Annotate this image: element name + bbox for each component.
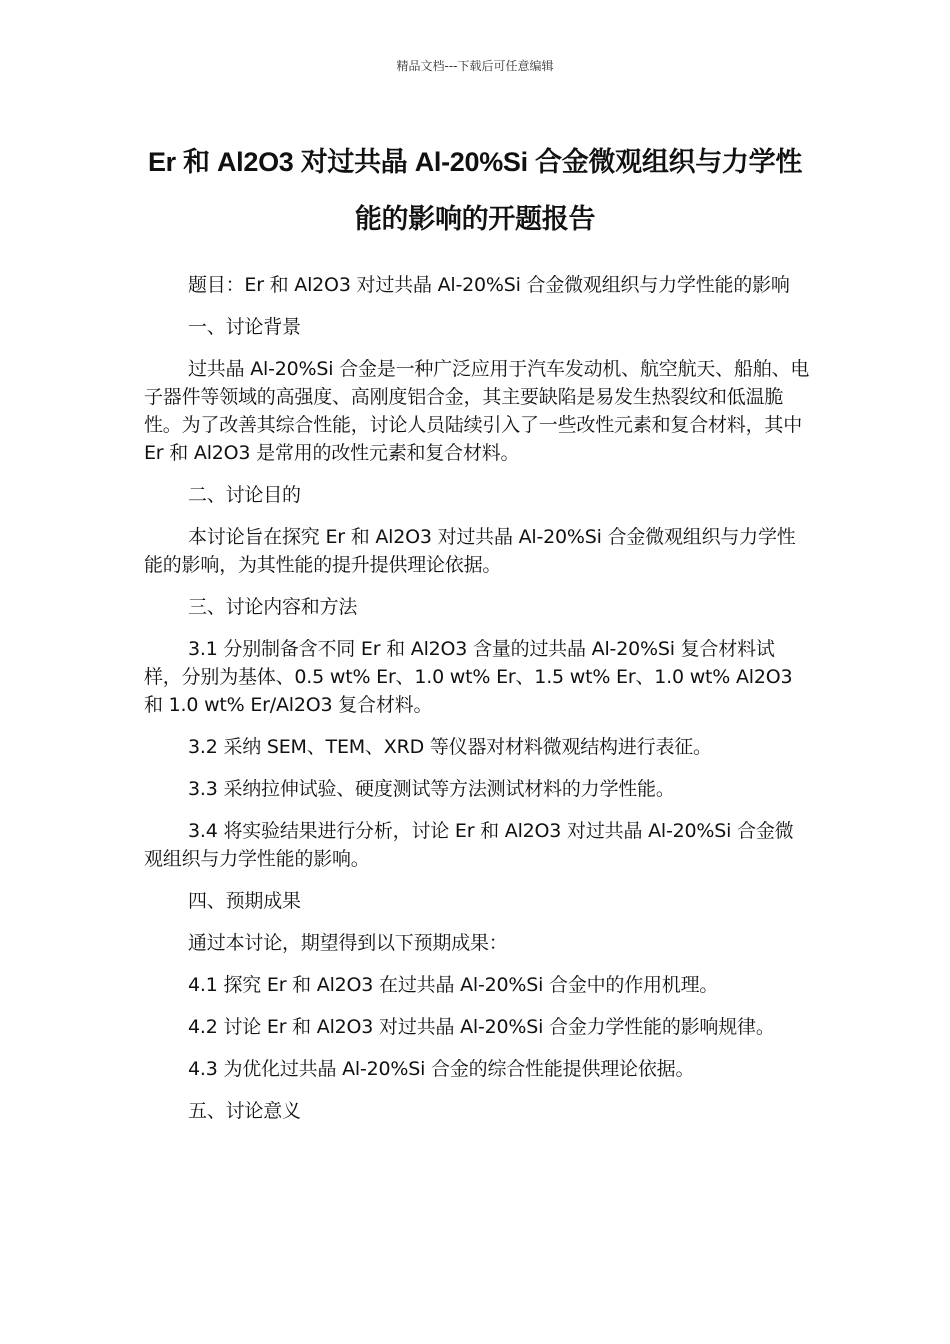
method-item-3-4: 3.4 将实验结果进行分析，讨论 Er 和 Al2O3 对过共晶 Al-20%Si 合金微观组织与力学性能的影响。 [144, 820, 794, 870]
purpose-paragraph: 本讨论旨在探究 Er 和 Al2O3 对过共晶 Al-20%Si 合金微观组织与力学性能的影响，为其性能的提升提供理论依据。 [144, 526, 796, 576]
document-body [144, 271, 812, 1139]
expected-results-intro: 通过本讨论，期望得到以下预期成果： [188, 932, 508, 954]
result-item-4-2: 4.2 讨论 Er 和 Al2O3 对过共晶 Al-20%Si 合金力学性能的影响规律。 [188, 1016, 775, 1038]
header-note: 精品文档---下载后可任意编辑 [396, 59, 554, 73]
method-item-3-2: 3.2 采纳 SEM、TEM、XRD 等仪器对材料微观结构进行表征。 [188, 736, 712, 758]
section-heading-background: 一、讨论背景 [188, 316, 301, 338]
method-item-3-3: 3.3 采纳拉伸试验、硬度测试等方法测试材料的力学性能。 [188, 778, 675, 800]
topic-paragraph: 题目：Er 和 Al2O3 对过共晶 Al-20%Si 合金微观组织与力学性能的影响 [188, 274, 790, 296]
document-title: Er 和 Al2O3 对过共晶 Al-20%Si 合金微观组织与力学性能的影响的开题报告 [147, 147, 803, 234]
result-item-4-1: 4.1 探究 Er 和 Al2O3 在过共晶 Al-20%Si 合金中的作用机理。 [188, 974, 719, 996]
section-heading-significance: 五、讨论意义 [188, 1100, 301, 1122]
section-heading-purpose: 二、讨论目的 [188, 484, 301, 506]
result-item-4-3: 4.3 为优化过共晶 Al-20%Si 合金的综合性能提供理论依据。 [188, 1058, 695, 1080]
method-item-3-1: 3.1 分别制备含不同 Er 和 Al2O3 含量的过共晶 Al-20%Si 复合材料试样，分别为基体、0.5 wt% Er、1.0 wt% Er、1.5 wt% Er、1.0 wt% Al2O3 和 1.0 wt% Er/Al2O3 复合材料。 [144, 638, 793, 716]
background-paragraph: 过共晶 Al-20%Si 合金是一种广泛应用于汽车发动机、航空航天、船舶、电子器件等领域的高强度、高刚度铝合金，其主要缺陷是易发生热裂纹和低温脆性。为了改善其综合性能，讨论人员陆续引入了一些改性元素和复合材料，其中 Er 和 Al2O3 是常用的改性元素和复合材料。 [144, 358, 810, 464]
section-heading-content-methods: 三、讨论内容和方法 [188, 596, 358, 618]
section-heading-expected-results: 四、预期成果 [188, 890, 301, 912]
